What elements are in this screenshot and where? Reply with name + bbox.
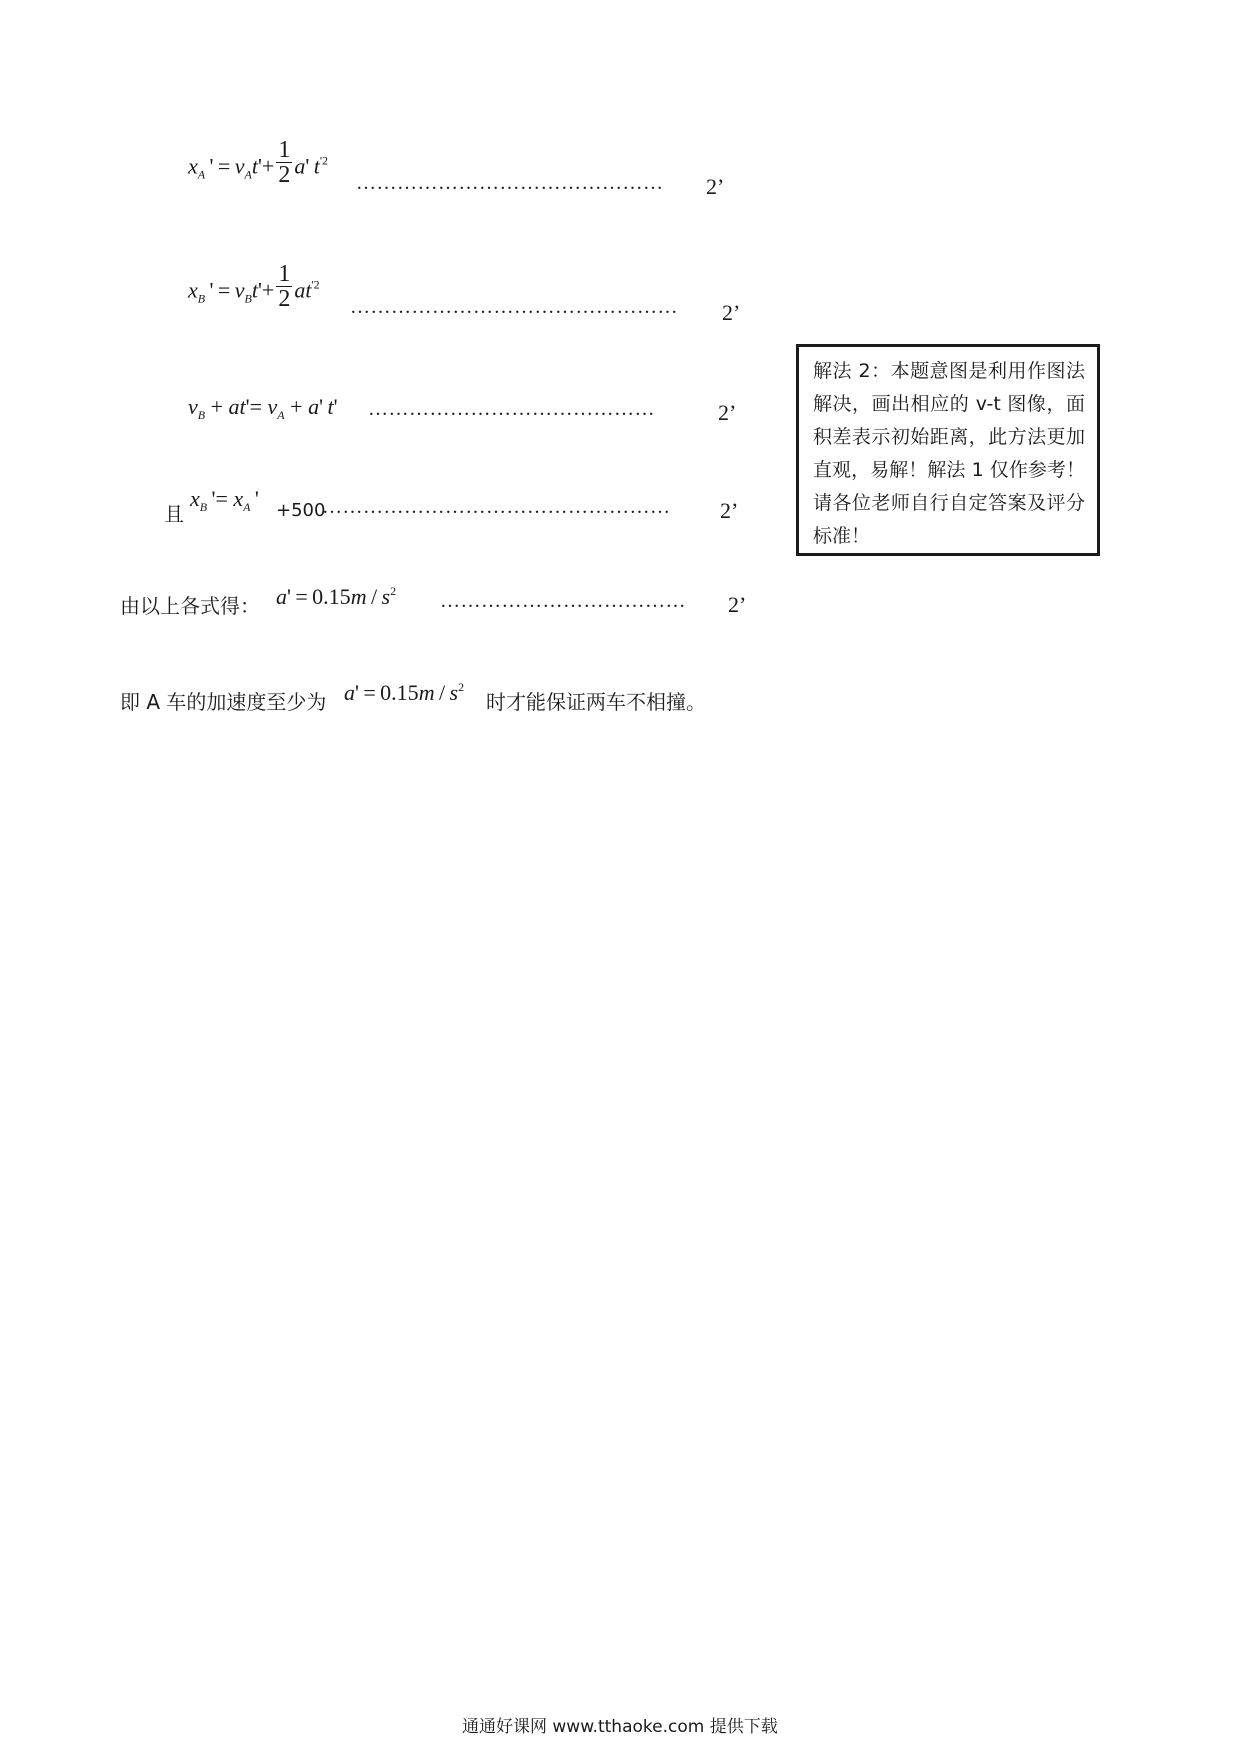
conclusion-formula: $a' = 0.15m / s^2$ bbox=[344, 680, 465, 705]
result-dots: ……………………………… bbox=[440, 590, 686, 612]
equation-condition-score: 2’ bbox=[720, 498, 739, 523]
equation-velocity-dots: …………………………………… bbox=[368, 398, 655, 420]
equation-velocity: $v_B + at'= v_A + a'$ t' bbox=[188, 394, 338, 422]
solution-note-text: 解法 2：本题意图是利用作图法解决，画出相应的 v-t 图像，面积差表示初始距离，此方法更加直观，易解！解法 1 仅作参考！请各位老师自行自定答案及评分标准！ bbox=[813, 360, 1085, 547]
equation-xb-dots: ………………………………………… bbox=[350, 296, 678, 318]
equation-condition-dots: …………………………………………… bbox=[322, 496, 671, 518]
equation-xb: $x_B$ ' = $v_Bt'+$ $\frac{1}{2}$ $at^{'2}$ bbox=[188, 261, 320, 312]
result-prefix: 由以上各式得： bbox=[120, 594, 260, 618]
solution-note-box bbox=[796, 344, 1100, 556]
equation-xb-score: 2’ bbox=[722, 300, 741, 325]
conclusion-after: 时才能保证两车不相撞。 bbox=[486, 690, 706, 714]
page-footer: 通通好课网 www.tthaoke.com 提供下载 bbox=[462, 1717, 778, 1737]
conclusion-before: 即 A 车的加速度至少为 bbox=[120, 690, 327, 714]
equation-condition-prefix: 且 bbox=[164, 502, 184, 526]
result-score: 2’ bbox=[728, 592, 747, 617]
equation-velocity-score: 2’ bbox=[718, 400, 737, 425]
equation-xa-dots: ……………………………………… bbox=[356, 172, 664, 194]
equation-xa: $x_A$ ' = $v_At'+$ $\frac{1}{2}$ a' $t^{'2}$ bbox=[188, 137, 328, 188]
result-formula: $a' = 0.15m / s^2$ bbox=[276, 584, 397, 609]
equation-condition: $x_B$ '= $x_A$ ' bbox=[190, 486, 259, 514]
fraction-half: $\frac{1}{2}$ bbox=[278, 261, 291, 312]
equation-xa-score: 2’ bbox=[706, 174, 725, 199]
equation-condition-tail: +500 bbox=[276, 500, 326, 521]
fraction-half: $\frac{1}{2}$ bbox=[278, 137, 291, 188]
